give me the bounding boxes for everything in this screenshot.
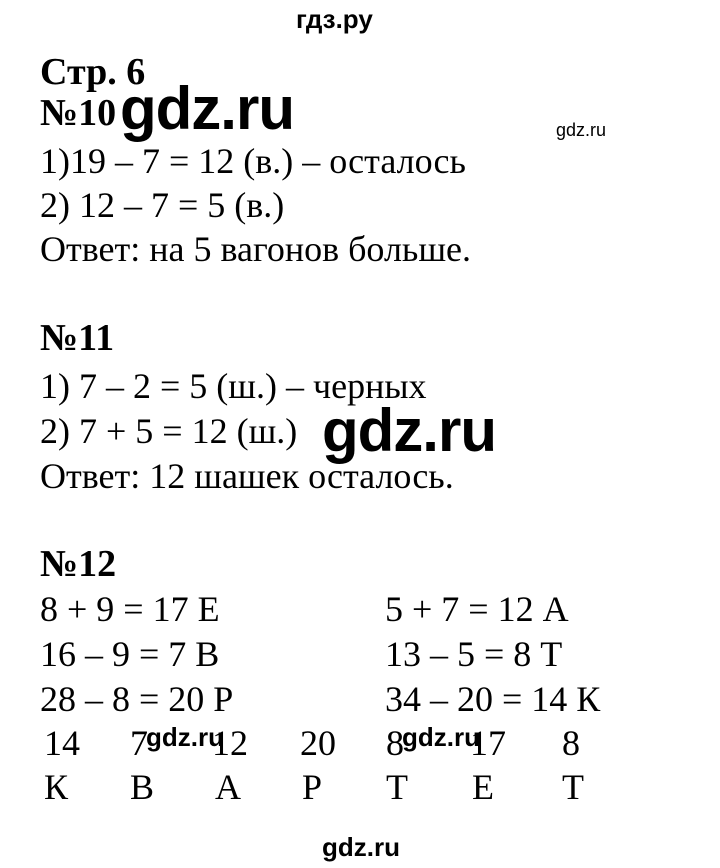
answer-letter: Т [562, 767, 584, 807]
watermark-big: gdz.ru [120, 75, 294, 142]
task10-line-1: 1)19 – 7 = 12 (в.) – осталось [40, 141, 466, 181]
task10-answer: Ответ: на 5 вагонов больше. [40, 229, 472, 269]
equation-left-2: 16 – 9 = 7 В [40, 634, 220, 674]
task-number-10: №10 [40, 92, 117, 134]
watermark-small: gdz.ru [556, 120, 607, 140]
answer-letter: Р [302, 767, 323, 807]
answer-number: 20 [300, 723, 336, 763]
answer-letter: К [44, 767, 69, 807]
task-number-11: №11 [40, 317, 115, 359]
equation-left-1: 8 + 9 = 17 Е [40, 589, 220, 629]
answer-number: 8 [562, 723, 580, 763]
task10-line-2: 2) 12 – 7 = 5 (в.) [40, 185, 285, 225]
answer-letter: Е [472, 767, 494, 807]
watermark-big: gdz.ru [322, 397, 496, 464]
answer-number: 17 [470, 723, 506, 763]
watermark-mid: gdz.ru [146, 722, 224, 752]
task11-answer: Ответ: 12 шашек осталось. [40, 456, 454, 496]
task11-line-1: 1) 7 – 2 = 5 (ш.) – черных [40, 366, 427, 406]
task11-line-2: 2) 7 + 5 = 12 (ш.) [40, 411, 298, 451]
site-footer: gdz.ru [322, 832, 400, 862]
task-number-12: №12 [40, 543, 117, 585]
equation-right-1: 5 + 7 = 12 А [385, 589, 569, 629]
answer-number: 12 [212, 723, 248, 763]
equation-right-2: 13 – 5 = 8 Т [385, 634, 563, 674]
equation-right-3: 34 – 20 = 14 К [385, 679, 601, 719]
answer-letter: Т [386, 767, 408, 807]
equation-left-3: 28 – 8 = 20 Р [40, 679, 234, 719]
answer-number: 7 [130, 723, 148, 763]
answer-number: 14 [44, 723, 80, 763]
answer-number: 8 [386, 723, 404, 763]
watermark-mid: gdz.ru [402, 722, 480, 752]
answer-letter: А [215, 767, 241, 807]
page-label: Стр. 6 [40, 51, 146, 93]
answer-letter: В [130, 767, 155, 807]
site-header: гдз.ру [296, 4, 373, 34]
